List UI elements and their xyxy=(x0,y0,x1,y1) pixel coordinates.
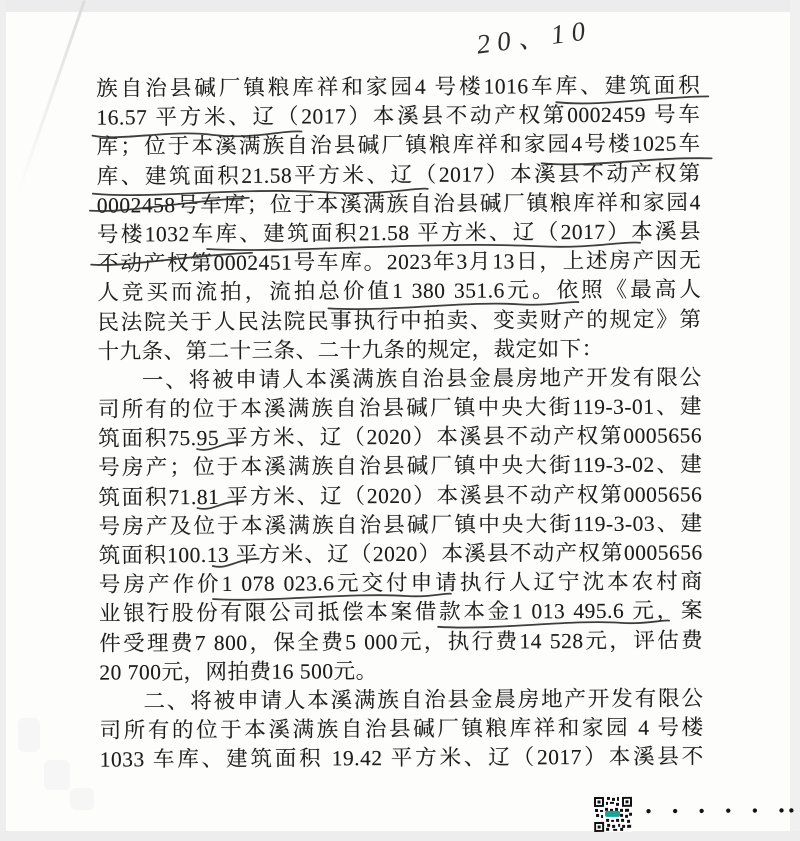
text-line: 司所有的位于本溪满族自治县碱厂镇中央大街119-3-01、建 xyxy=(97,394,702,422)
text-line: 筑面积71.81 平方米、辽（2020）本溪县不动产权第0005656 xyxy=(98,482,703,510)
text-line: 司所有的位于本溪满族自治县碱厂镇粮库祥和家园 4 号楼 xyxy=(99,715,704,743)
text-line: 业银行股份有限公司抵偿本案借款本金1 013 495.6 元，案 xyxy=(98,598,704,626)
text-line: 0002458号车库；位于本溪满族自治县碱厂镇粮库祥和家园4 xyxy=(96,190,701,218)
footer-dots: • • • • • •• xyxy=(644,801,797,821)
qr-logo-accent xyxy=(605,811,620,817)
document-body xyxy=(96,71,704,775)
text-line: 16.57 平方米、辽（2017）本溪县不动产权第0002459 号车 xyxy=(96,102,701,130)
text-line: 20 700元，网拍费16 500元。 xyxy=(99,658,378,685)
text-line: 号房产及位于本溪满族自治县碱厂镇中央大街119-3-03、建 xyxy=(98,511,703,539)
text-line: 1033 车库、建筑面积 19.42 平方米、辽（2017）本溪县不 xyxy=(99,744,704,772)
text-line: 十九条、第二十三条、二十九条的规定，裁定如下： xyxy=(97,336,604,364)
text-line: 库；位于本溪满族自治县碱厂镇粮库祥和家园4号楼1025车 xyxy=(96,131,701,159)
text-line: 二、将被申请人本溪满族自治县金晨房地产开发有限公 xyxy=(143,686,704,714)
text-line: 号房产作价1 078 023.6元交付申请执行人辽宁沈本农村商 xyxy=(98,569,703,597)
text-line: 筑面积75.95 平方米、辽（2020）本溪县不动产权第0005656 xyxy=(98,423,703,451)
text-line: 号房产；位于本溪满族自治县碱厂镇中央大街119-3-02、建 xyxy=(98,452,703,481)
qr-code xyxy=(594,797,632,832)
text-line: 号楼1032车库、建筑面积21.58 平方米、辽（2017）本溪县 xyxy=(96,219,702,247)
text-line: 件受理费7 800，保全费5 000元，执行费14 528元，评估费 xyxy=(99,627,704,656)
text-line: 库、建筑面积21.58平方米、辽（2017）本溪县不动产权第 xyxy=(96,160,701,189)
handwritten-note: 20、10 xyxy=(474,15,594,60)
text-line: 不动产权第0002451号车库。2023年3月13日，上述房产因无 xyxy=(97,248,702,276)
text-line: 民法院关于人民法院民事执行中拍卖、变卖财产的规定》第 xyxy=(97,306,702,335)
text-line: 筑面积100.13 平方米、辽（2020）本溪县不动产权第0005656 xyxy=(98,540,703,568)
text-line: 一、将被申请人本溪满族自治县金晨房地产开发有限公 xyxy=(141,365,702,393)
text-line: 族自治县碱厂镇粮库祥和家园4 号楼1016车库、建筑面积 xyxy=(96,73,701,101)
text-line: 人竞买而流拍，流拍总价值1 380 351.6元。依照《最高人 xyxy=(97,277,702,305)
